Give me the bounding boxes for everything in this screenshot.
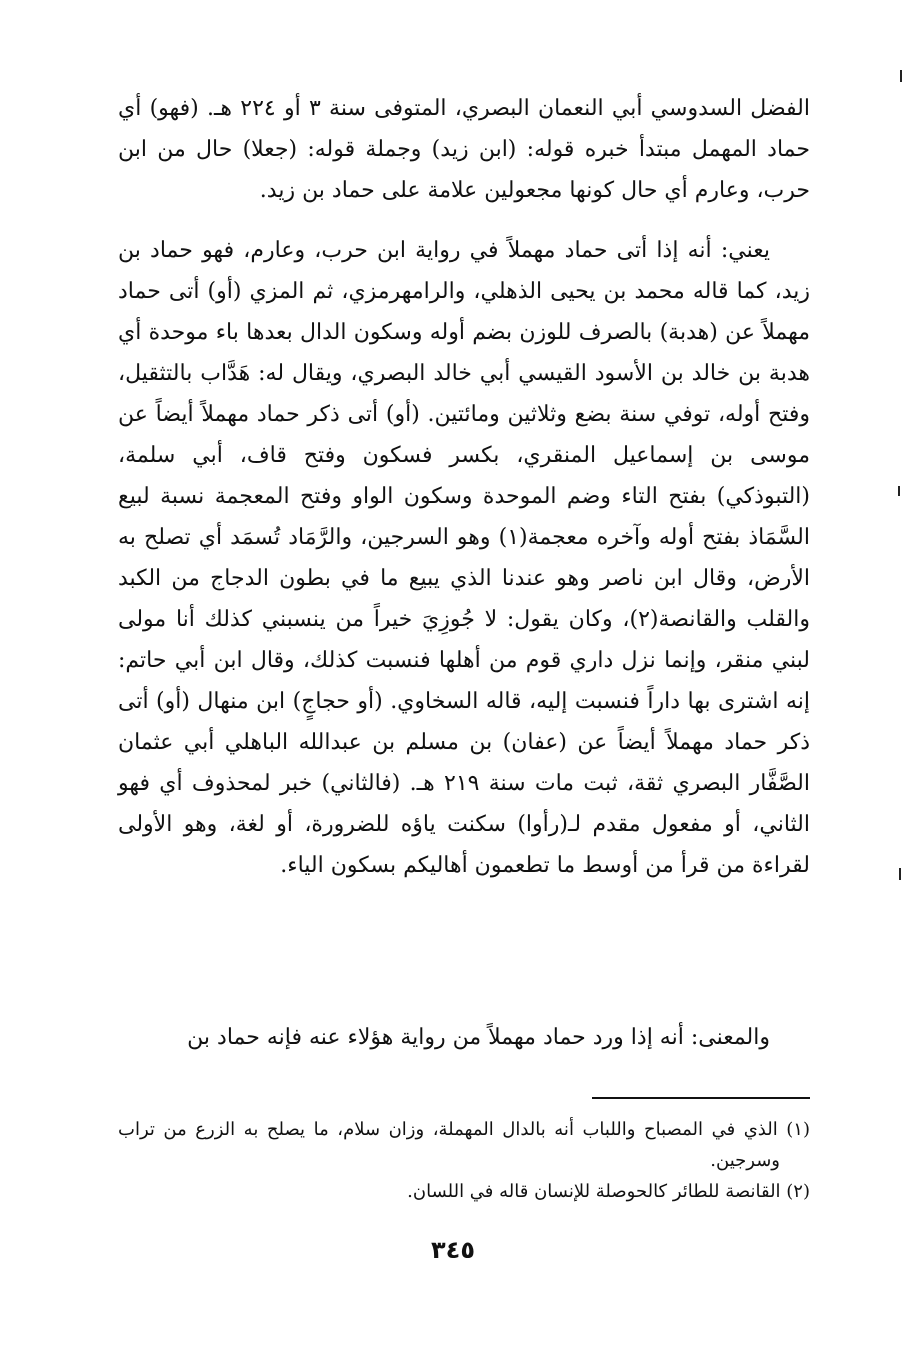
footnote-1: (١) الذي في المصباح واللباب أنه بالدال المهملة، وزان سلام، ما يصلح به الزرع من تراب وسرجين.: [118, 1119, 810, 1171]
margin-mark: [900, 70, 902, 82]
footnote-2: (٢) القانصة للطائر كالحوصلة للإنسان قاله في اللسان.: [407, 1181, 810, 1202]
margin-mark: [898, 486, 900, 496]
paragraph-1: الفضل السدوسي أبي النعمان البصري، المتوفى سنة ٣ أو ٢٢٤ هـ. (فهو) أي حماد المهمل مبتدأ خبره قوله: (ابن زيد) وجملة قوله: (جعلا) حال من ابن حرب، وعارم أي حال كونها مجعولين علامة على حماد بن زيد.: [118, 96, 810, 203]
page-number: ٣٤٥: [431, 1236, 475, 1264]
footnotes: [118, 1114, 810, 1207]
margin-mark: [899, 868, 901, 880]
paragraph-3: والمعنى: أنه إذا ورد حماد مهملاً من رواية هؤلاء عنه فإنه حماد بن: [187, 1025, 770, 1050]
paragraph-2: يعني: أنه إذا أتى حماد مهملاً في رواية ابن حرب، وعارم، فهو حماد بن زيد، كما قاله محمد بن يحيى الذهلي، والرامهرمزي، ثم المزي (أو) أتى حماد مهملاً عن (هدبة) بالصرف للوزن بضم أوله وسكون الدال بعدها باء موحدة أي هدبة بن خالد بن الأسود القيسي أبي خالد البصري، ويقال له: هَدَّاب بالتثقيل، وفتح أوله، توفي سنة بضع وثلاثين ومائتين. (أو) أتى ذكر حماد مهملاً أيضاً عن موسى بن إسماعيل المنقري، بكسر فسكون وفتح قاف، أبي سلمة، (التبوذكي) بفتح التاء وضم الموحدة وسكون الواو وفتح المعجمة نسبة لبيع السَّمَاذ بفتح أوله وآخره معجمة(١) وهو السرجين، والرَّمَاد تُسمَد أي تصلح به الأرض، وقال ابن ناصر وهو عندنا الذي يبيع ما في بطون الدجاج من الكبد والقلب والقانصة(٢)، وكان يقول: لا جُوزِيَ خيراً من ينسبني كذلك أنا مولى لبني منقر، وإنما نزل داري قوم من أهلها فنسبت كذلك، وقال ابن أبي حاتم: إنه اشترى بها داراً فنسبت إليه، قاله السخاوي. (أو حجاجٍ) ابن منهال (أو) أتى ذكر حماد مهملاً أيضاً عن (عفان) بن مسلم بن عبدالله الباهلي أبي عثمان الصَّفَّار البصري ثقة، ثبت مات سنة ٢١٩ هـ. (فالثاني) خبر لمحذوف أي فهو الثاني، أو مفعول مقدم لـ(رأوا) سكنت ياؤه للضرورة، أو لغة، وهو الأولى لقراءة من قرأ من أوسط ما تطعمون أهاليكم بسكون الياء.: [118, 238, 811, 878]
footnote-divider: [592, 1097, 810, 1099]
